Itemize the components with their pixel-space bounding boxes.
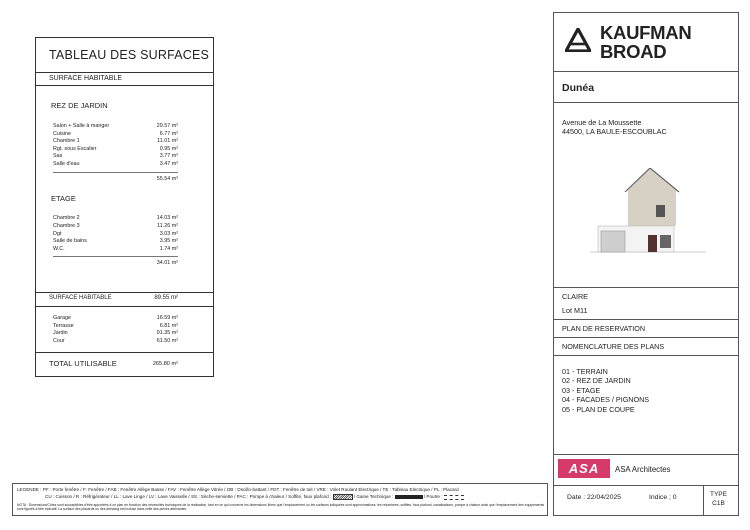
divider (703, 485, 704, 516)
lot-number: Lot M11 (562, 306, 588, 315)
surface-table (35, 37, 214, 377)
row-label: Salle d'eau (53, 160, 80, 167)
row-label: Chambre 3 (53, 222, 80, 229)
address-line-2: 44500, LA BAULE-ESCOUBLAC (562, 127, 667, 136)
row-value: 61.50 m² (156, 337, 178, 344)
subtotal-line (53, 256, 178, 257)
rez-subtotal: 55.54 m² (156, 176, 178, 182)
row-label: Jardin (53, 330, 68, 337)
row-label: Chambre 1 (53, 138, 80, 144)
divider (36, 85, 213, 86)
row-label: Garage (53, 315, 71, 321)
row-label: Salle de bains (53, 238, 87, 245)
brand-logo-text: KAUFMAN BROAD (600, 22, 692, 62)
table-row (53, 231, 178, 238)
table-row (53, 215, 178, 222)
model-name: CLAIRE (562, 292, 588, 301)
title-block (553, 12, 739, 516)
project-name: Dunéa (562, 82, 595, 94)
date: Date : 22/04/2025 (567, 494, 622, 501)
divider (554, 355, 738, 356)
row-value: 6.77 m² (159, 130, 178, 137)
total-habitable: SURFACE HABITABLE 89.55 m² (49, 295, 178, 301)
row-value: 11.26 m² (157, 222, 178, 229)
gaine-technique-swatch-icon (395, 495, 423, 499)
subtotal-line (53, 172, 178, 173)
row-label: Chambre 2 (53, 215, 80, 221)
row-value: 3.47 m² (159, 160, 178, 167)
row-value: 91.35 m² (156, 330, 178, 337)
index: Indice ; 0 (649, 494, 677, 501)
etage-heading: ETAGE (51, 194, 76, 203)
divider (554, 319, 738, 320)
row-value: 29.57 m² (156, 123, 178, 129)
legend-line-2: CU : Cuisson / R : Réfrigérateur / LL : Lave Linge / LV : Lave Vaisselle / SS : Sèche-serviette / PAC : Pompe à chaleur / Soffite, faux plafond : / Gaine Technique : / Poutre : (45, 494, 464, 500)
legend-box (12, 483, 548, 516)
row-label: Cuisine (53, 130, 71, 137)
table-row (53, 131, 178, 138)
divider (554, 102, 738, 103)
soffite-hatch-icon (333, 494, 353, 500)
table-row (53, 146, 178, 153)
row-label: Terrasse (53, 322, 74, 329)
plan-list-item: 01 - TERRAIN (562, 367, 608, 376)
legend-line-1: LEGENDE : PF : Porte fenêtre / F: Fenêtre / FAB : Fenêtre Allège Basse / FAV : Fenêtre Allège Vitrée / OB : Oscillo-battant / FDT : Fenêtre de toit / VRE : Volet Roulant Electrique / TE : Tableau Electrique / PL : Placard (17, 487, 459, 492)
asa-logo: ASA (558, 459, 610, 478)
architect-name: ASA Architectes (615, 465, 671, 474)
plan-list-item: 02 - REZ DE JARDIN (562, 376, 631, 386)
plan-list-item: 05 - PLAN DE COUPE (562, 404, 635, 414)
table-row (53, 246, 178, 253)
row-value: 6.81 m² (159, 322, 178, 329)
rez-heading: REZ DE JARDIN (51, 101, 108, 110)
row-label: Rgt. sous Escalier (53, 145, 97, 152)
row-value: 3.03 m² (159, 230, 178, 237)
divider (36, 72, 213, 73)
table-row (53, 161, 178, 168)
table-row (53, 153, 178, 160)
row-label: Salon + Salle à manger (53, 123, 110, 129)
row-value: 3.77 m² (159, 153, 178, 159)
section-header: SURFACE HABITABLE (49, 75, 123, 82)
legend-note: NOTA : Dimensions/Côtes sont susceptibles d'être apportées à ce plan en fonction des nécessités techniques de la réalisation, tant en ce qui concerne les dimensions libres que l'emplacement ou les surfaces indiquées sont approximatives. les retombées, soffites, faux plafond, canalisations, pompe à chaleur ainsi que l'emplacement des équipements sont figurés à titre indicatif. La surface des placards ou des dressing est incluse dans celle des pièces attenantes. (17, 503, 545, 511)
etage-subtotal: 34.01 m² (156, 260, 178, 266)
type-box: TYPE C1B (710, 491, 727, 507)
divider (554, 71, 738, 72)
row-label: W.C. (53, 246, 65, 253)
row-value: 11.01 m² (157, 138, 178, 144)
poutre-dashed-icon (444, 495, 464, 500)
row-label: Dgt (53, 230, 62, 237)
plan-type: PLAN DE RESERVATION (562, 324, 646, 333)
divider (36, 292, 213, 293)
row-value: 14.03 m² (156, 215, 178, 221)
row-label: Cour (53, 337, 65, 344)
divider (36, 306, 213, 307)
table-title: TABLEAU DES SURFACES (49, 48, 210, 62)
table-row (53, 123, 178, 130)
kaufman-broad-logo-icon (565, 28, 591, 52)
table-row (53, 138, 178, 145)
divider (554, 337, 738, 338)
table-row (53, 338, 178, 345)
divider (554, 454, 738, 455)
row-value: 16.59 m² (156, 315, 178, 321)
table-row (53, 330, 178, 337)
plan-list-item: 03 - ETAGE (562, 385, 601, 395)
divider (554, 287, 738, 288)
total-utilisable: TOTAL UTILISABLE 265.80 m² (49, 359, 178, 368)
row-value: 0.95 m² (159, 145, 178, 152)
divider (36, 352, 213, 353)
address-line-1: Avenue de La Moussette (562, 118, 642, 127)
house-facade-illustration (590, 168, 706, 254)
table-row (53, 315, 178, 322)
nomenclature-title: NOMENCLATURE DES PLANS (562, 342, 665, 351)
row-label: Sas (53, 153, 63, 159)
divider (554, 485, 738, 486)
table-row (53, 223, 178, 230)
plan-list-item: 04 - FACADES / PIGNONS (562, 395, 650, 405)
table-row (53, 238, 178, 245)
row-value: 1.74 m² (159, 246, 178, 253)
table-row (53, 323, 178, 330)
row-value: 3.95 m² (159, 238, 178, 245)
